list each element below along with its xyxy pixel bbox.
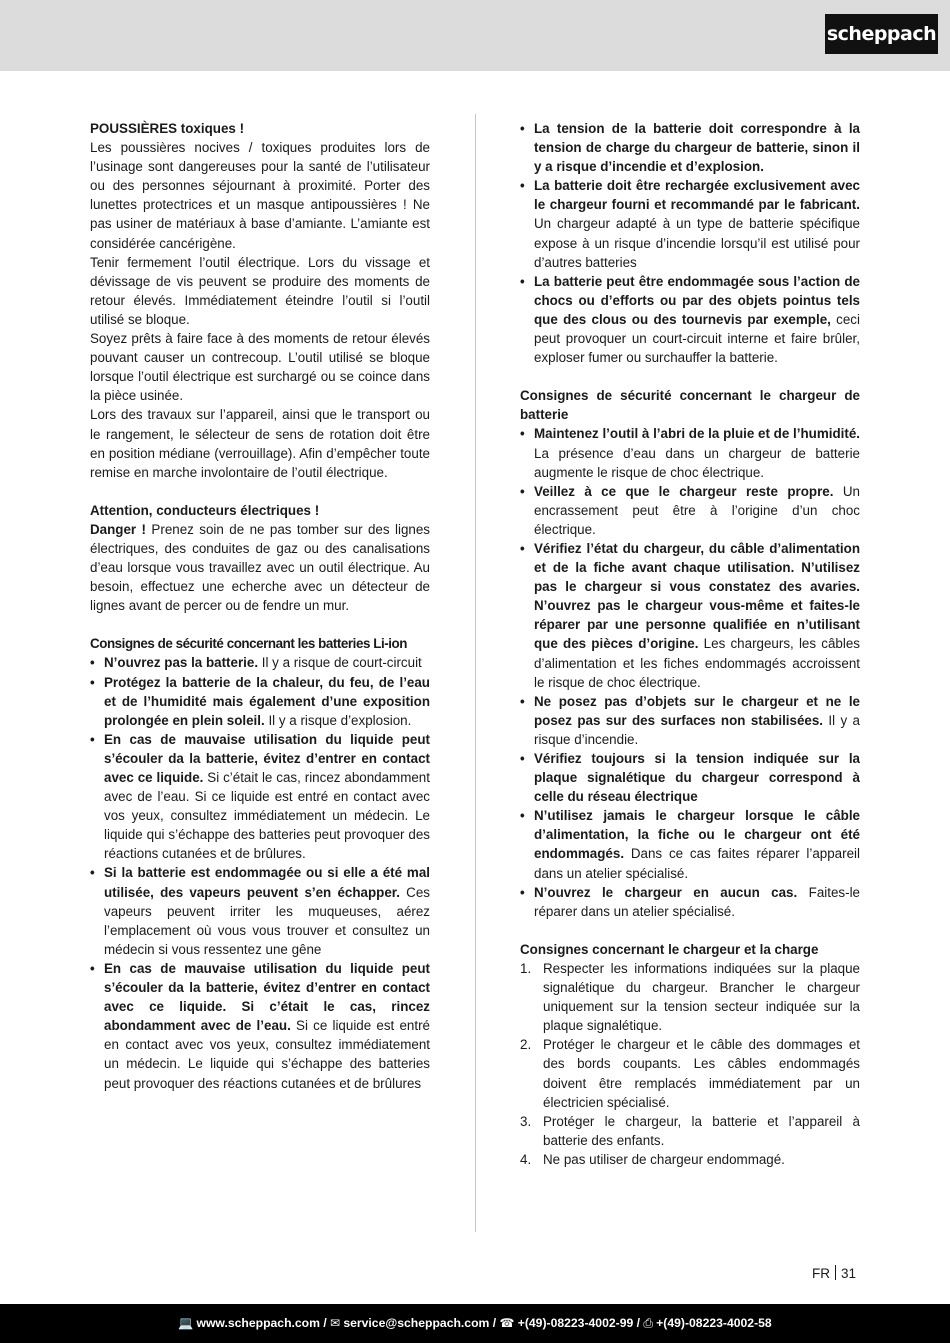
left-column (90, 119, 430, 1093)
list-item: • N’ouvrez le chargeur en aucun cas. Faites-le réparer dans un atelier spécialisé. (520, 883, 860, 921)
list-item: • N’ouvrez pas la batterie. Il y a risque de court-circuit (90, 653, 430, 672)
list-item: • En cas de mauvaise utilisation du liquide peut s’écouler da la batterie, évitez d’entrer en contact avec ce liquide. Si c’était le cas, rincez abondamment avec de l’eau. Si ce liquide est entré en contact avec vos yeux, consultez immédiatement un médecin. Le liquide qui s’échappe des batteries peut provoquer des réactions cutanées et de brûlures (90, 959, 430, 1093)
charging-list (520, 959, 860, 1169)
list-item: • Veillez à ce que le chargeur reste propre. Un encrassement peut être à l’origine d’un choc électrique. (520, 482, 860, 539)
list-item: • N’utilisez jamais le chargeur lorsque le câble d’alimentation, la fiche ou le chargeur ont été endommagés. Dans ce cas faites réparer l’appareil dans un atelier spécialisé. (520, 806, 860, 882)
numbered-item: 2. Protéger le chargeur et le câble des dommages et des bords coupants. Les câbles endommagés doivent être remplacés immédiatement par un électricien spécialisé. (520, 1037, 860, 1110)
numbered-item: 3. Protéger le chargeur, la batterie et l’appareil à batterie des enfants. (520, 1113, 860, 1148)
list-item: • Vérifiez toujours si la tension indiquée sur la plaque signalétique du chargeur correspond à celle du réseau électrique (520, 749, 860, 806)
list-item: • En cas de mauvaise utilisation du liquide peut s’écouler da la batterie, évitez d’entrer en contact avec ce liquide. Si c’était le cas, rincez abondamment avec de l’eau. Si ce liquide est entré en contact avec vos yeux, consultez immédiatement un médecin. Le liquide qui s’échappe des batteries peut provoquer des réactions cutanées et de brûlures. (90, 730, 430, 864)
list-item: • Si la batterie est endommagée ou si elle a été mal utilisée, des vapeurs peuvent s’en échapper. Ces vapeurs peuvent irriter les muqueuses, aérez l’emplacement où vous vous trouver et consultez un médecin si vous ressentez une gêne (90, 863, 430, 958)
footer-web[interactable]: www.scheppach.com / (196, 1316, 327, 1330)
list-item: • La batterie peut être endommagée sous l’action de chocs ou d’efforts ou par des objets pointus tels que des clous ou des tournevis par exemple, ceci peut provoquer un court-circuit interne et faire brûler, exploser fumer ou surchauffer la batterie. (520, 272, 860, 367)
section-title-charger-safety: Consignes de sécurité concernant le chargeur de batterie (520, 388, 860, 423)
list-item: • Ne posez pas d’objets sur le chargeur et ne le posez pas sur des surfaces non stabilisées. Il y a risque d’incendie. (520, 692, 860, 749)
list-item: • Vérifiez l’état du chargeur, du câble d’alimentation et de la fiche avant chaque utilisation. N’utilisez pas le chargeur si vous constatez des avaries. N’ouvrez pas le chargeur vous-même et faites-le réparer par une personne qualifiée en n’utilisant que des pièces d’origine. Les chargeurs, les câbles d’alimentation et les fiches endommagés accroissent le risque de choc électrique. (520, 539, 860, 692)
li-ion-list (90, 653, 430, 1092)
danger-text: Prenez soin de ne pas tomber sur des lignes électriques, des conduites de gaz ou des canalisations d’eau lorsque vous travaillez avec un outil électrique. Au besoin, effectuez une echerche avec un détecteur de lignes avant de percer ou de fendre un mur. (90, 521, 430, 614)
paragraph: Tenir fermement l’outil électrique. Lors du vissage et dévissage de vis peuvent se produire des moments de retour élevés. Immédiatement éteindre l’outil si l’outil utilisé se bloque. (90, 254, 430, 327)
list-item: • La tension de la batterie doit correspondre à la tension de charge du chargeur de batterie, sinon il y a risque d’incendie et d’explosion. (520, 119, 860, 176)
column-divider (475, 114, 476, 1232)
numbered-item: 1. Respecter les informations indiquées sur la plaque signalétique du chargeur. Brancher le chargeur uniquement sur la tension secteur indiquée sur la plaque signalétique. (520, 960, 860, 1034)
footer-email[interactable]: service@scheppach.com / (343, 1316, 497, 1330)
section-title-charging: Consignes concernant le chargeur et la charge (520, 941, 819, 957)
section-title-dust: POUSSIÈRES toxiques ! (90, 121, 245, 136)
phone-icon: ☎ (499, 1316, 515, 1330)
paragraph: Lors des travaux sur l’appareil, ainsi que le transport ou le rangement, le sélecteur de sens de rotation doit être en position médiane (verrouillage). Afin d’empêcher toute remise en marche involontaire de l’outil électrique. (90, 407, 430, 480)
page-lang: FR (812, 1266, 830, 1281)
footer-bar (0, 1304, 950, 1343)
danger-label: Danger ! (90, 521, 147, 537)
brand-logo: scheppach (825, 14, 938, 54)
list-item: • La batterie doit être rechargée exclusivement avec le chargeur fourni et recommandé par le fabricant. Un chargeur adapté à un type de batterie spécifique expose à un risque d’incendie lorsqu’il est utilisé pour d’autres batteries (520, 176, 860, 271)
list-item: • Protégez la batterie de la chaleur, du feu, de l’eau et de l’humidité mais également d’une exposition prolongée en plein soleil. Il y a risque d’explosion. (90, 673, 430, 730)
list-item: • Maintenez l’outil à l’abri de la pluie et de l’humidité. La présence d’eau dans un chargeur de batterie augmente le risque de choc électrique. (520, 424, 860, 481)
paragraph: Les poussières nocives / toxiques produites lors de l’usinage sont dangereuses pour la santé de l’utilisateur ou des personnes séjournant à proximité. Porter des lunettes protectrices et un masque antipoussières ! Ne pas usiner de matériaux à base d’amiante. L’amiante est considérée cancérigène. (90, 140, 430, 251)
section-title-conductors: Attention, conducteurs électriques ! (90, 502, 320, 518)
mail-icon: ✉ (330, 1316, 341, 1330)
fax-icon: ⎙ (643, 1316, 654, 1330)
footer-fax: +(49)-08223-4002-58 (656, 1316, 772, 1330)
header-band (0, 0, 950, 71)
battery-list (520, 119, 860, 367)
right-column (520, 119, 860, 1169)
monitor-icon: 💻 (178, 1316, 194, 1330)
paragraph: Soyez prêts à faire face à des moments de retour élevés pouvant causer un contrecoup. L’outil utilisé se bloque lorsque l’outil électrique est surchargé ou se coince dans la pièce usinée. (90, 331, 430, 404)
page-number (812, 1265, 856, 1281)
section-title-li-ion: Consignes de sécurité concernant les batteries Li-ion (90, 636, 407, 652)
page-num-value: 31 (841, 1266, 857, 1281)
footer-phone: +(49)-08223-4002-99 / (517, 1316, 641, 1330)
numbered-item: 4. Ne pas utiliser de chargeur endommagé. (520, 1151, 785, 1167)
charger-safety-list (520, 424, 860, 920)
paragraph-danger (90, 520, 430, 615)
